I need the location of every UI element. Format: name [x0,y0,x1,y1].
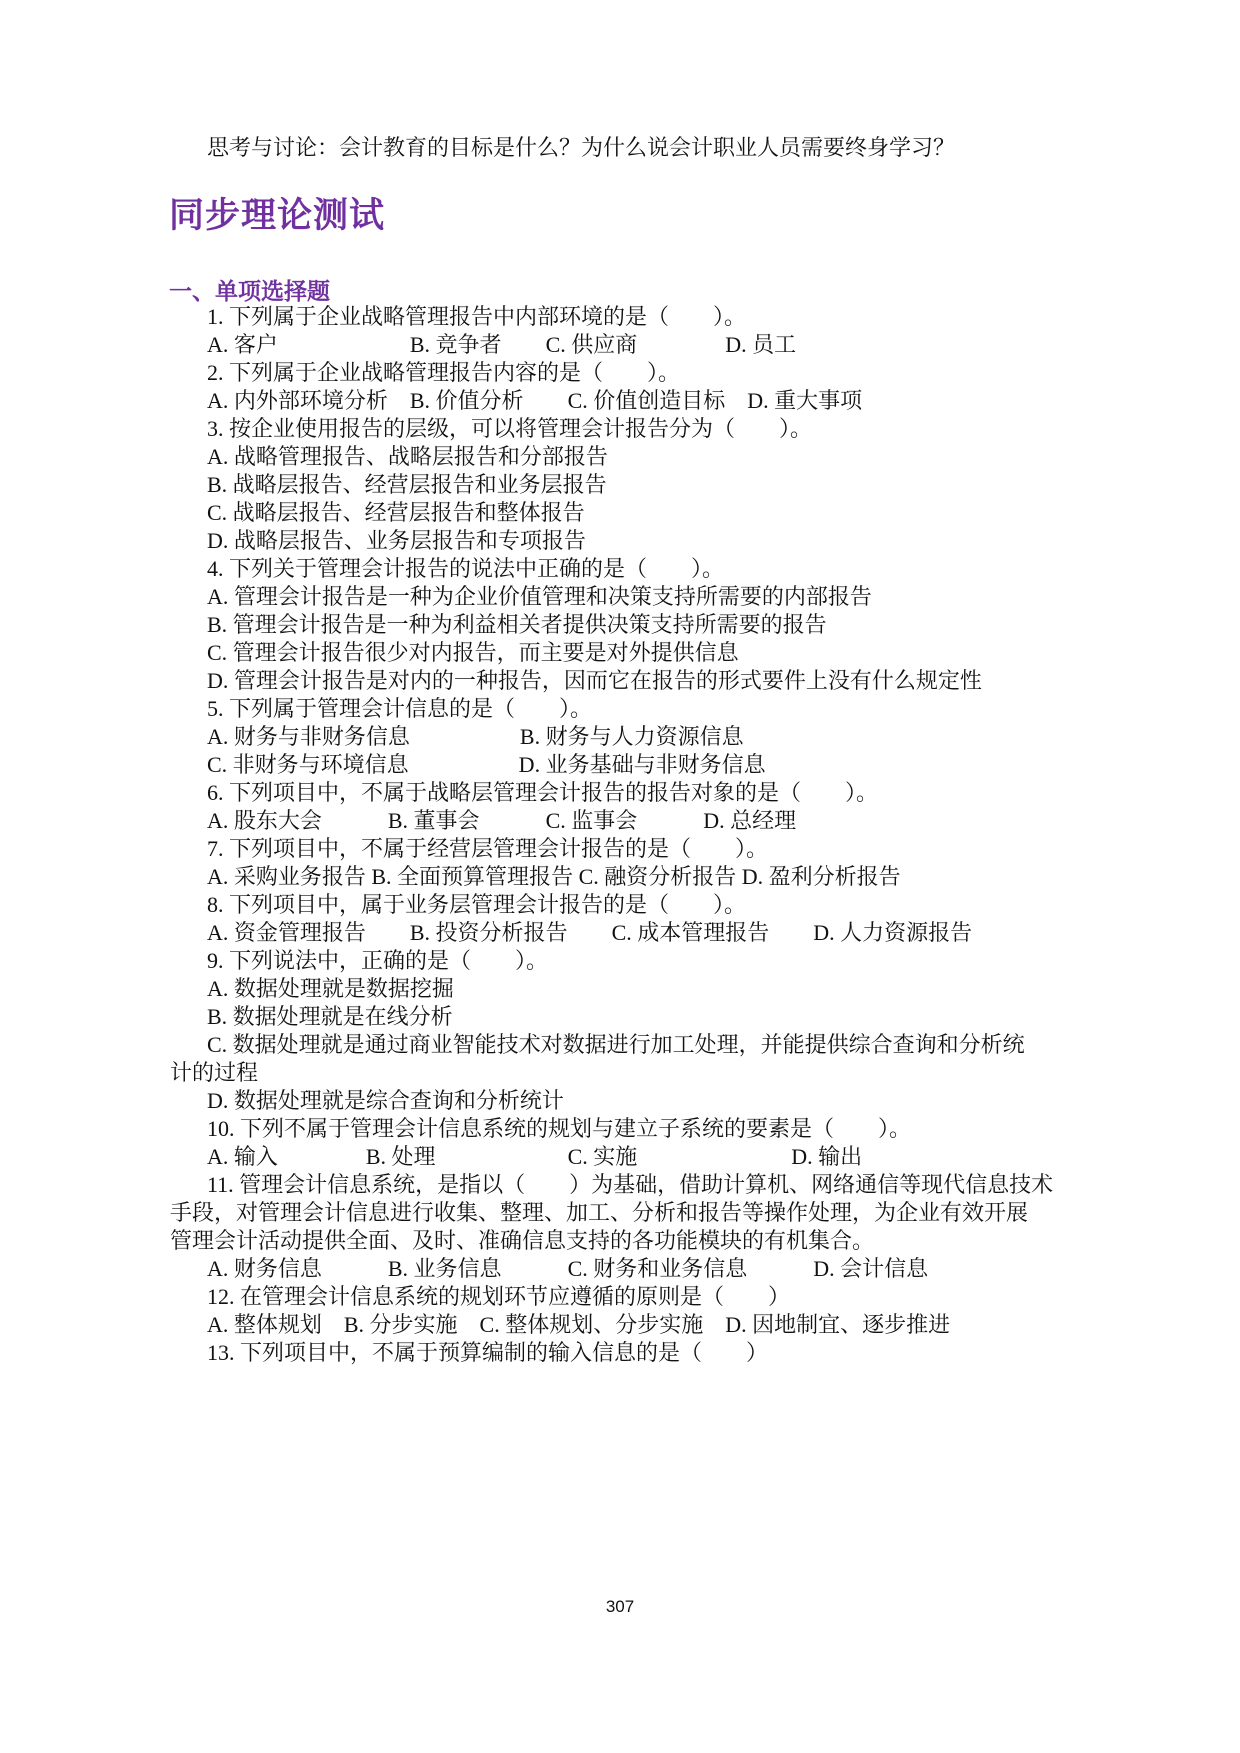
text-line: 6. 下列项目中，不属于战略层管理会计报告的报告对象的是（ ）。 [207,780,879,805]
text-line: 10. 下列不属于管理会计信息系统的规划与建立子系统的要素是（ ）。 [207,1116,912,1141]
text-line: A. 采购业务报告 B. 全面预算管理报告 C. 融资分析报告 D. 盈利分析报告 [207,864,901,889]
text-line: 12. 在管理会计信息系统的规划环节应遵循的原则是（ ） [207,1284,791,1309]
text-line: B. 数据处理就是在线分析 [207,1004,453,1029]
text-line: 3. 按企业使用报告的层级，可以将管理会计报告分为（ ）。 [207,416,813,441]
discussion-prompt: 思考与讨论：会计教育的目标是什么？为什么说会计职业人员需要终身学习？ [207,135,956,160]
text-line: D. 数据处理就是综合查询和分析统计 [207,1088,564,1113]
text-line: 11. 管理会计信息系统，是指以（ ）为基础，借助计算机、网络通信等现代信息技术 [207,1172,1054,1197]
text-line: 1. 下列属于企业战略管理报告中内部环境的是（ ）。 [207,304,747,329]
text-line: A. 数据处理就是数据挖掘 [207,976,454,1001]
text-line: C. 数据处理就是通过商业智能技术对数据进行加工处理，并能提供综合查询和分析统 [207,1032,1025,1057]
text-line: 13. 下列项目中，不属于预算编制的输入信息的是（ ） [207,1340,769,1365]
text-line: A. 资金管理报告 B. 投资分析报告 C. 成本管理报告 D. 人力资源报告 [207,920,973,945]
text-line: A. 客户 B. 竞争者 C. 供应商 D. 员工 [207,332,797,357]
text-line: D. 管理会计报告是对内的一种报告，因而它在报告的形式要件上没有什么规定性 [207,668,982,693]
text-line: A. 输入 B. 处理 C. 实施 D. 输出 [207,1144,863,1169]
text-line: 4. 下列关于管理会计报告的说法中正确的是（ ）。 [207,556,725,581]
text-line: A. 管理会计报告是一种为企业价值管理和决策支持所需要的内部报告 [207,584,872,609]
text-line: A. 财务与非财务信息 B. 财务与人力资源信息 [207,724,744,749]
page-number: 307 [605,1597,635,1616]
text-line: C. 战略层报告、经营层报告和整体报告 [207,500,585,525]
text-line: B. 战略层报告、经营层报告和业务层报告 [207,472,607,497]
text-line: 管理会计活动提供全面、及时、准确信息支持的各功能模块的有机集合。 [170,1228,875,1253]
text-line: 2. 下列属于企业战略管理报告内容的是（ ）。 [207,360,681,385]
section-title: 同步理论测试 [169,196,386,235]
text-line: 7. 下列项目中，不属于经营层管理会计报告的是（ ）。 [207,836,769,861]
text-line: 计的过程 [170,1060,259,1085]
text-line: A. 财务信息 B. 业务信息 C. 财务和业务信息 D. 会计信息 [207,1256,929,1281]
text-line: A. 股东大会 B. 董事会 C. 监事会 D. 总经理 [207,808,797,833]
subsection-title: 一、单项选择题 [169,278,330,304]
text-line: A. 整体规划 B. 分步实施 C. 整体规划、分步实施 D. 因地制宜、逐步推进 [207,1312,951,1337]
text-line: C. 非财务与环境信息 D. 业务基础与非财务信息 [207,752,766,777]
text-line: 8. 下列项目中，属于业务层管理会计报告的是（ ）。 [207,892,747,917]
text-line: 手段，对管理会计信息进行收集、整理、加工、分析和报告等操作处理，为企业有效开展 [170,1200,1029,1225]
text-line: A. 内外部环境分析 B. 价值分析 C. 价值创造目标 D. 重大事项 [207,388,863,413]
text-line: A. 战略管理报告、战略层报告和分部报告 [207,444,608,469]
text-line: 9. 下列说法中，正确的是（ ）。 [207,948,549,973]
text-line: B. 管理会计报告是一种为利益相关者提供决策支持所需要的报告 [207,612,827,637]
question-list [170,303,1100,1367]
text-line: 5. 下列属于管理会计信息的是（ ）。 [207,696,593,721]
text-line: D. 战略层报告、业务层报告和专项报告 [207,528,586,553]
text-line: C. 管理会计报告很少对内报告，而主要是对外提供信息 [207,640,739,665]
